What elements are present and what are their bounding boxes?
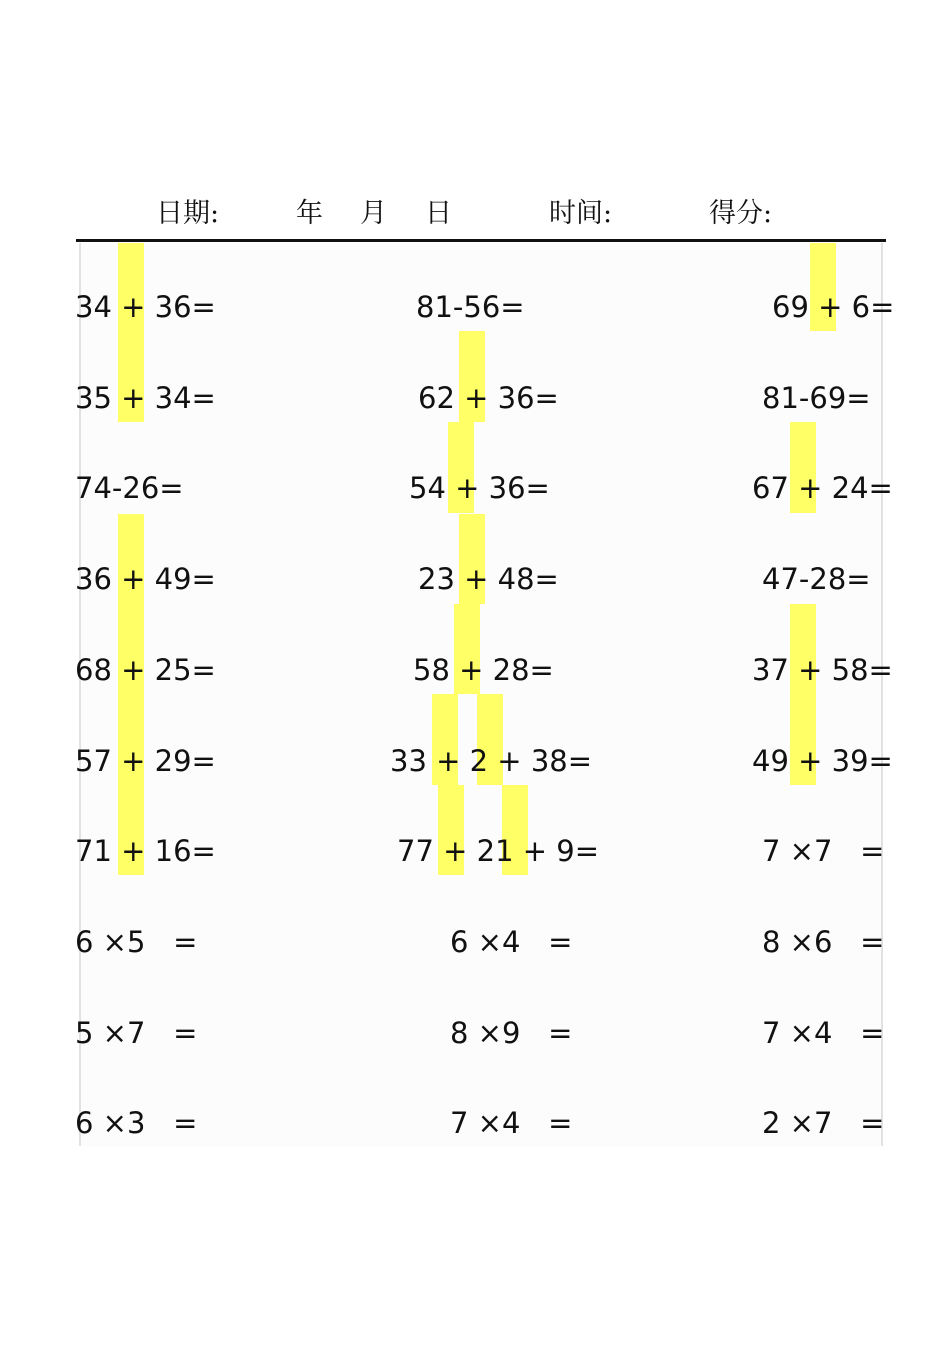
- header-rule: [76, 239, 886, 242]
- problem: 7 ×4 =: [762, 1016, 885, 1050]
- score-label: 得分:: [709, 198, 773, 229]
- problem: 7 ×7 =: [762, 834, 885, 868]
- problem: 69 + 6=: [772, 290, 895, 324]
- date-label: 日期:: [156, 198, 220, 229]
- problem: 6 ×4 =: [450, 925, 573, 959]
- problem: 6 ×3 =: [75, 1106, 198, 1140]
- problem: 8 ×6 =: [762, 925, 885, 959]
- problem: 2 ×7 =: [762, 1106, 885, 1140]
- problem: 68 + 25=: [75, 653, 216, 687]
- problem: 23 + 48=: [418, 562, 559, 596]
- problem: 34 + 36=: [75, 290, 216, 324]
- problem: 8 ×9 =: [450, 1016, 573, 1050]
- problem: 37 + 58=: [752, 653, 893, 687]
- problem: 67 + 24=: [752, 471, 893, 505]
- problem: 81-56=: [416, 290, 525, 324]
- problem: 5 ×7 =: [75, 1016, 198, 1050]
- problem: 36 + 49=: [75, 562, 216, 596]
- month-label: 月: [360, 198, 387, 229]
- problem: 33 + 2 + 38=: [390, 744, 593, 778]
- problem: 77 + 21 + 9=: [397, 834, 600, 868]
- problem: 81-69=: [762, 381, 871, 415]
- problem: 35 + 34=: [75, 381, 216, 415]
- problem: 7 ×4 =: [450, 1106, 573, 1140]
- problem: 47-28=: [762, 562, 871, 596]
- problem: 71 + 16=: [75, 834, 216, 868]
- problem: 62 + 36=: [418, 381, 559, 415]
- time-label: 时间:: [549, 198, 613, 229]
- problem: 74-26=: [75, 471, 184, 505]
- problem: 6 ×5 =: [75, 925, 198, 959]
- problem: 57 + 29=: [75, 744, 216, 778]
- day-label: 日: [425, 198, 452, 229]
- problem: 49 + 39=: [752, 744, 893, 778]
- problem: 58 + 28=: [413, 653, 554, 687]
- year-label: 年: [296, 198, 323, 229]
- problem: 54 + 36=: [409, 471, 550, 505]
